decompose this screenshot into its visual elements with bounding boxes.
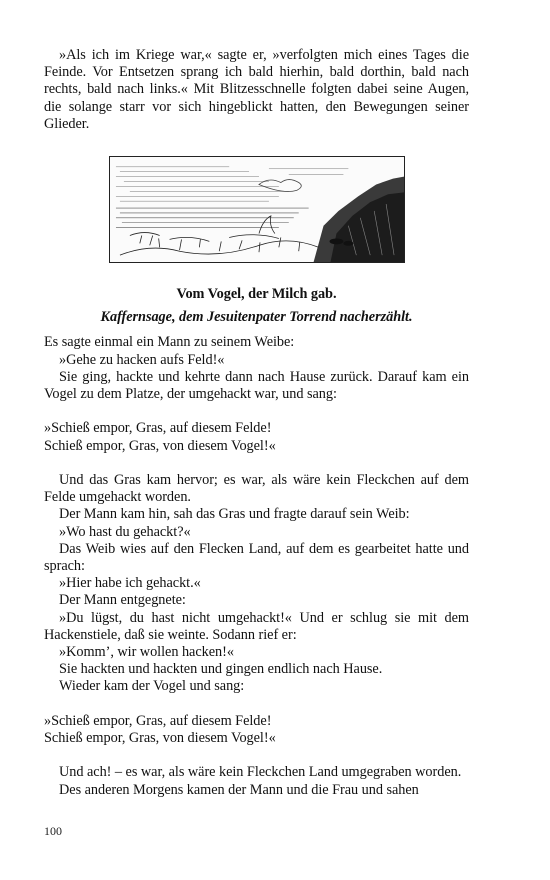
- story-title: Vom Vogel, der Milch gab.: [176, 286, 337, 303]
- book-page: [44, 47, 469, 799]
- blank-line: [44, 455, 469, 472]
- text-line: Und ach! – es war, als wäre kein Fleckchen Land umgegraben worden.: [59, 764, 462, 781]
- verse-line: »Schieß empor, Gras, auf diesem Felde!: [44, 420, 272, 437]
- text-line: »Gehe zu hacken aufs Feld!«: [59, 351, 225, 368]
- intro-paragraph: »Als ich im Kriege war,« sagte er, »verfolgten mich eines Tages die Feinde. Vor Entsetzen sprang ich bald hierhin, bald dorthin, bald nach rechts, bald nach links.« Mit Blitzesschnelle folgten dabei seine Augen, die solange starr vor sich hingeblickt hatten, den Bewegungen seiner Glieder.: [44, 47, 469, 132]
- text-line: Sie hackten und hackten und gingen endlich nach Hause.: [59, 661, 383, 678]
- blank-line: [44, 403, 469, 420]
- text-line: »Hier habe ich gehackt.«: [59, 575, 201, 592]
- story-body: [44, 334, 469, 798]
- text-line: Des anderen Morgens kamen der Mann und die Frau und sahen: [59, 781, 419, 798]
- page-number: 100: [44, 824, 62, 838]
- text-line: Und das Gras kam hervor; es war, als wäre kein Fleckchen auf dem Felde umgehackt worden.: [44, 472, 469, 506]
- text-line: Es sagte einmal ein Mann zu seinem Weibe:: [44, 334, 295, 351]
- text-line: »Komm’, wir wollen hacken!«: [59, 644, 234, 661]
- text-line: Das Weib wies auf den Flecken Land, auf dem es gearbeitet hatte und sprach:: [44, 540, 469, 575]
- text-line: Der Mann entgegnete:: [59, 592, 186, 609]
- text-line: Der Mann kam hin, sah das Gras und fragte darauf sein Weib:: [59, 506, 410, 523]
- landscape-illustration: [109, 156, 405, 263]
- story-subtitle: Kaffernsage, dem Jesuitenpater Torrend nacherzählt.: [100, 309, 413, 326]
- illustration-frame: [44, 156, 469, 263]
- verse-line: Schieß empor, Gras, von diesem Vogel!«: [44, 437, 276, 454]
- text-line: »Wo hast du gehackt?«: [59, 523, 191, 540]
- verse-line: »Schieß empor, Gras, auf diesem Felde!: [44, 712, 272, 729]
- verse-line: Schieß empor, Gras, von diesem Vogel!«: [44, 730, 276, 747]
- blank-line: [44, 696, 469, 713]
- text-line: »Du lügst, du hast nicht umgehackt!« Und er schlug sie mit dem Hackenstiele, daß sie weinte. Sodann rief er:: [44, 609, 469, 643]
- text-line: Sie ging, hackte und kehrte dann nach Hause zurück. Darauf kam ein Vogel zu dem Platze, der umgehackt war, und sang:: [44, 368, 469, 403]
- text-line: Wieder kam der Vogel und sang:: [59, 678, 245, 695]
- blank-line: [44, 747, 469, 764]
